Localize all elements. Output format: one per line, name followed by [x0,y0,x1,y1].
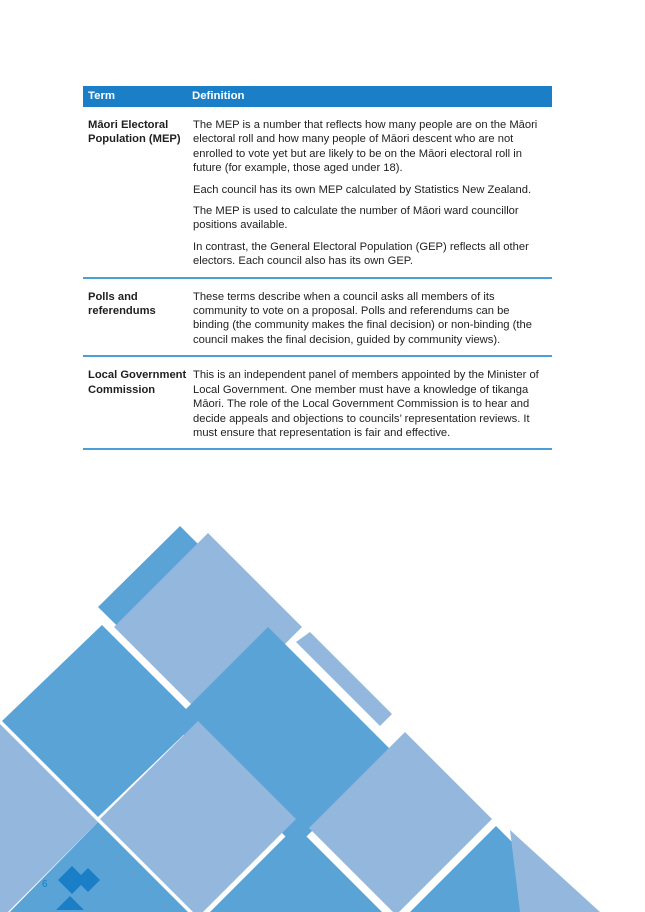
column-header-definition: Definition [192,90,245,103]
definition-paragraph: These terms describe when a council asks all members of its community to vote on a proposal. Polls and referendums can be binding (the community makes the final decision) or non-binding (the council makes the final decision, guided by community views). [193,290,532,346]
page-number: 6 [42,879,48,890]
definition-paragraph: The MEP is a number that reflects how many people are on the Māori electoral roll and how many people of Māori descent who are not enrolled to vote yet but are likely to be on the Māori electoral roll in future (for example, those aged under 18). [193,119,538,175]
definition-paragraph: This is an independent panel of members appointed by the Minister of Local Government. One member must have a knowledge of tikanga Māori. The role of the Local Government Commission is to hear and decide appeals and objections to councils’ representation reviews. It must ensure that representation is fair and effective. [193,369,539,439]
table-row [83,279,552,358]
table-row [83,107,552,279]
definition-cell [193,290,552,348]
definition-cell [193,118,552,269]
diamond-shape [510,830,600,912]
column-header-term: Term [88,90,116,103]
definition-cell [193,368,552,440]
term-cell: Māori Electoral Population (MEP) [88,119,181,146]
table-header [83,86,552,107]
definitions-table [83,86,552,450]
definition-paragraph: Each council has its own MEP calculated by Statistics New Zealand. [193,183,532,196]
definition-paragraph: In contrast, the General Electoral Population (GEP) reflects all other electors. Each council also has its own GEP. [193,240,529,268]
definition-paragraph: The MEP is used to calculate the number of Māori ward councillor positions available. [193,205,519,232]
table-row [83,357,552,450]
term-cell: Local Government Commission [88,369,187,396]
term-cell: Polls and referendums [88,290,156,318]
